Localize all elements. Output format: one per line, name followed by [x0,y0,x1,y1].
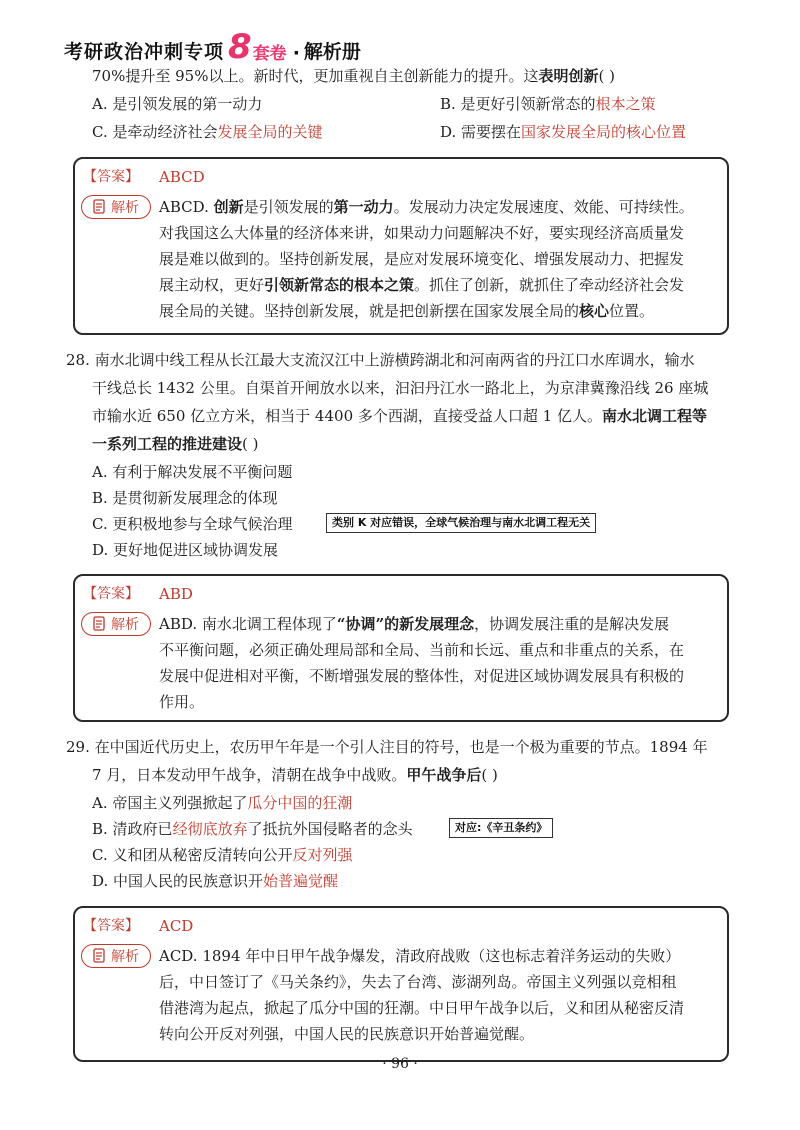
q28-analysis-line-2: 不平衡问题，必须正确处理局部和全局、当前和长远、重点和非重点的关系，在 [159,641,685,659]
q27-analysis-line-5 [159,301,654,321]
q29-analysis-line-4: 转向公开反对列强，中国人民的民族意识开始普遍觉醒。 [159,1025,535,1043]
header-eight: 8 [228,27,252,67]
q27-stem-bold: 表明创新 [538,67,599,85]
q27-option-d [440,122,686,142]
q27-analysis-label: 解析 [111,200,139,216]
q28-l3-a: 市输水近 650 亿立方米，相当于 4400 多个西湖，直接受益人口超 1 亿人。 [92,407,602,425]
q27-stem-paren: ( ) [598,67,615,85]
document-icon [93,948,107,964]
q29-answer-value: ACD [159,917,194,935]
q28-answer-value: ABD [159,585,193,603]
q28-l4-p: ( ) [242,435,259,453]
q27-analysis-line-1 [159,197,694,217]
q29-option-a [92,793,352,813]
header-title: 考研政治冲刺专项 [64,41,225,63]
q28-l3-b: 南水北调工程等 [601,407,707,425]
q28-stem-line-3 [92,406,707,426]
q27-jx1-b: 创新 [213,198,244,216]
q28-stem-line-4 [92,434,259,454]
q28-stem-line-2: 干线总长 1432 公里。自渠首开闸放水以来，汩汩丹江水一路北上，为京津冀豫沿线 26 座城 [92,379,709,397]
q27-option-c-highlight: 发展全局的关键 [217,123,323,141]
q27-analysis-badge [81,195,151,219]
q29-analysis-line-1: ACD. 1894 年中日甲午战争爆发，清政府战败（这也标志着洋务运动的失败） [159,947,681,965]
page-header [64,24,361,67]
q27-answer-box [73,157,729,335]
q28-analysis-line-1 [159,614,669,634]
q29-opt-b-text: B. 清政府已 [92,820,173,838]
header-tao: 套卷 [252,44,287,64]
q27-option-d-text: D. 需要摆在 [440,123,522,141]
document-icon [93,616,107,632]
q29-option-b [92,819,413,839]
q29-opt-a-text: A. 帝国主义列强掀起了 [92,794,248,812]
q29-l2-b: 甲午战争后 [406,766,482,784]
q28-option-c-note: 类别 K 对应错误，全球气候治理与南水北调工程无关 [326,513,596,533]
q27-analysis-line-2: 对我国这么大体量的经济体来讲，如果动力问题解决不好，要实现经济高质量发 [159,224,685,242]
q27-option-a [92,94,262,114]
q27-jx4-c: 。抓住了创新，就抓住了牵动经济社会发 [414,276,685,294]
q27-jx5-a: 展全局的关键。坚持创新发展，就是把创新摆在国家发展全局的 [159,302,580,320]
q28-stem-line-1: 28. 南水北调中线工程从长江最大支流汉江中上游横跨湖北和河南两省的丹江口水库调水，输水 [66,351,695,369]
q28-option-c: C. 更积极地参与全球气候治理 [92,515,293,533]
q28-option-d: D. 更好地促进区域协调发展 [92,541,279,559]
q29-analysis-line-2: 后，中日签订了《马关条约》，失去了台湾、澎湖列岛。帝国主义列强以竞相租 [159,973,677,991]
q28-option-a: A. 有利于解决发展不平衡问题 [92,463,293,481]
q29-analysis-line-3: 借港湾为起点，掀起了瓜分中国的狂潮。中日甲午战争以后，义和团从秘密反清 [159,999,685,1017]
page-number: · 96 · [382,1056,418,1072]
q29-l2-p: ( ) [481,766,498,784]
q29-opt-d-text: D. 中国人民的民族意识开 [92,872,264,890]
q27-option-b [440,94,656,114]
q27-option-c-text: C. 是牵动经济社会 [92,123,218,141]
q27-jx1-d: 第一动力 [333,198,394,216]
q29-opt-c-highlight: 反对列强 [292,846,353,864]
q28-analysis-badge [81,612,151,636]
q27-option-c [92,122,323,142]
q29-answer-tag: 【答案】 [83,918,139,934]
q27-answer-value: ABCD [159,168,205,186]
q28-analysis-label: 解析 [111,617,139,633]
q29-opt-a-highlight: 瓜分中国的狂潮 [247,794,353,812]
q27-jx1-c: 是引领发展的 [243,198,334,216]
q29-analysis-label: 解析 [111,949,139,965]
q27-jx4-a: 展主动权，更好 [159,276,265,294]
q27-stem [92,66,615,86]
q28-analysis-line-4: 作用。 [159,693,205,711]
q29-option-b-note: 对应:《辛丑条约》 [449,818,553,838]
q27-jx4-b: 引领新常态的根本之策 [264,276,415,294]
q28-analysis-line-3: 发展中促进相对平衡，不断增强发展的整体性，对促进区域协调发展具有积极的 [159,667,685,685]
q27-option-b-text: B. 是更好引领新常态的 [440,95,596,113]
header-subtitle: 解析册 [303,41,361,63]
q28-answer-box [73,574,729,722]
q29-opt-b-highlight: 经彻底放弃 [172,820,248,838]
q28-jx1-a: ABD. 南水北调工程体现了 [159,615,337,633]
q27-analysis-line-3: 展是难以做到的。坚持创新发展，是应对发展环境变化、增强发展动力、把握发 [159,250,685,268]
q27-analysis-line-4 [159,275,684,295]
q29-analysis-badge [81,944,151,968]
q29-opt-b-post: 了抵抗外国侵略者的念头 [247,820,413,838]
q28-option-b: B. 是贯彻新发展理念的体现 [92,489,278,507]
q29-opt-d-highlight: 始普遍觉醒 [263,872,339,890]
q29-option-d [92,871,338,891]
q28-jx1-b: “协调”的新发展理念 [336,615,475,633]
q29-l2-a: 7 月，日本发动甲午战争，清朝在战争中战败。 [92,766,407,784]
q27-jx5-b: 核心 [579,302,610,320]
q28-jx1-c: ，协调发展注重的是解决发展 [474,615,670,633]
q27-option-d-highlight: 国家发展全局的核心位置 [521,123,687,141]
q29-opt-c-text: C. 义和团从秘密反清转向公开 [92,846,293,864]
q27-jx5-c: 位置。 [609,302,655,320]
q27-answer-tag: 【答案】 [83,169,139,185]
document-icon [93,199,107,215]
q29-stem-line-1: 29. 在中国近代历史上，农历甲午年是一个引人注目的符号，也是一个极为重要的节点。1894 年 [66,738,708,756]
q29-option-c [92,845,353,865]
q28-answer-tag: 【答案】 [83,586,139,602]
q28-l4-b: 一系列工程的推进建设 [92,435,243,453]
q29-stem-line-2 [92,765,498,785]
q27-jx1-a: ABCD. [159,198,214,216]
header-dot: · [292,42,300,64]
q27-jx1-e: 。发展动力决定发展速度、效能、可持续性。 [393,198,694,216]
q29-answer-box [73,906,729,1062]
q27-stem-text: 70%提升至 95%以上。新时代，更加重视自主创新能力的提升。这 [92,67,539,85]
q27-option-a-text: A. 是引领发展的第一动力 [92,95,263,113]
q27-option-b-highlight: 根本之策 [595,95,656,113]
